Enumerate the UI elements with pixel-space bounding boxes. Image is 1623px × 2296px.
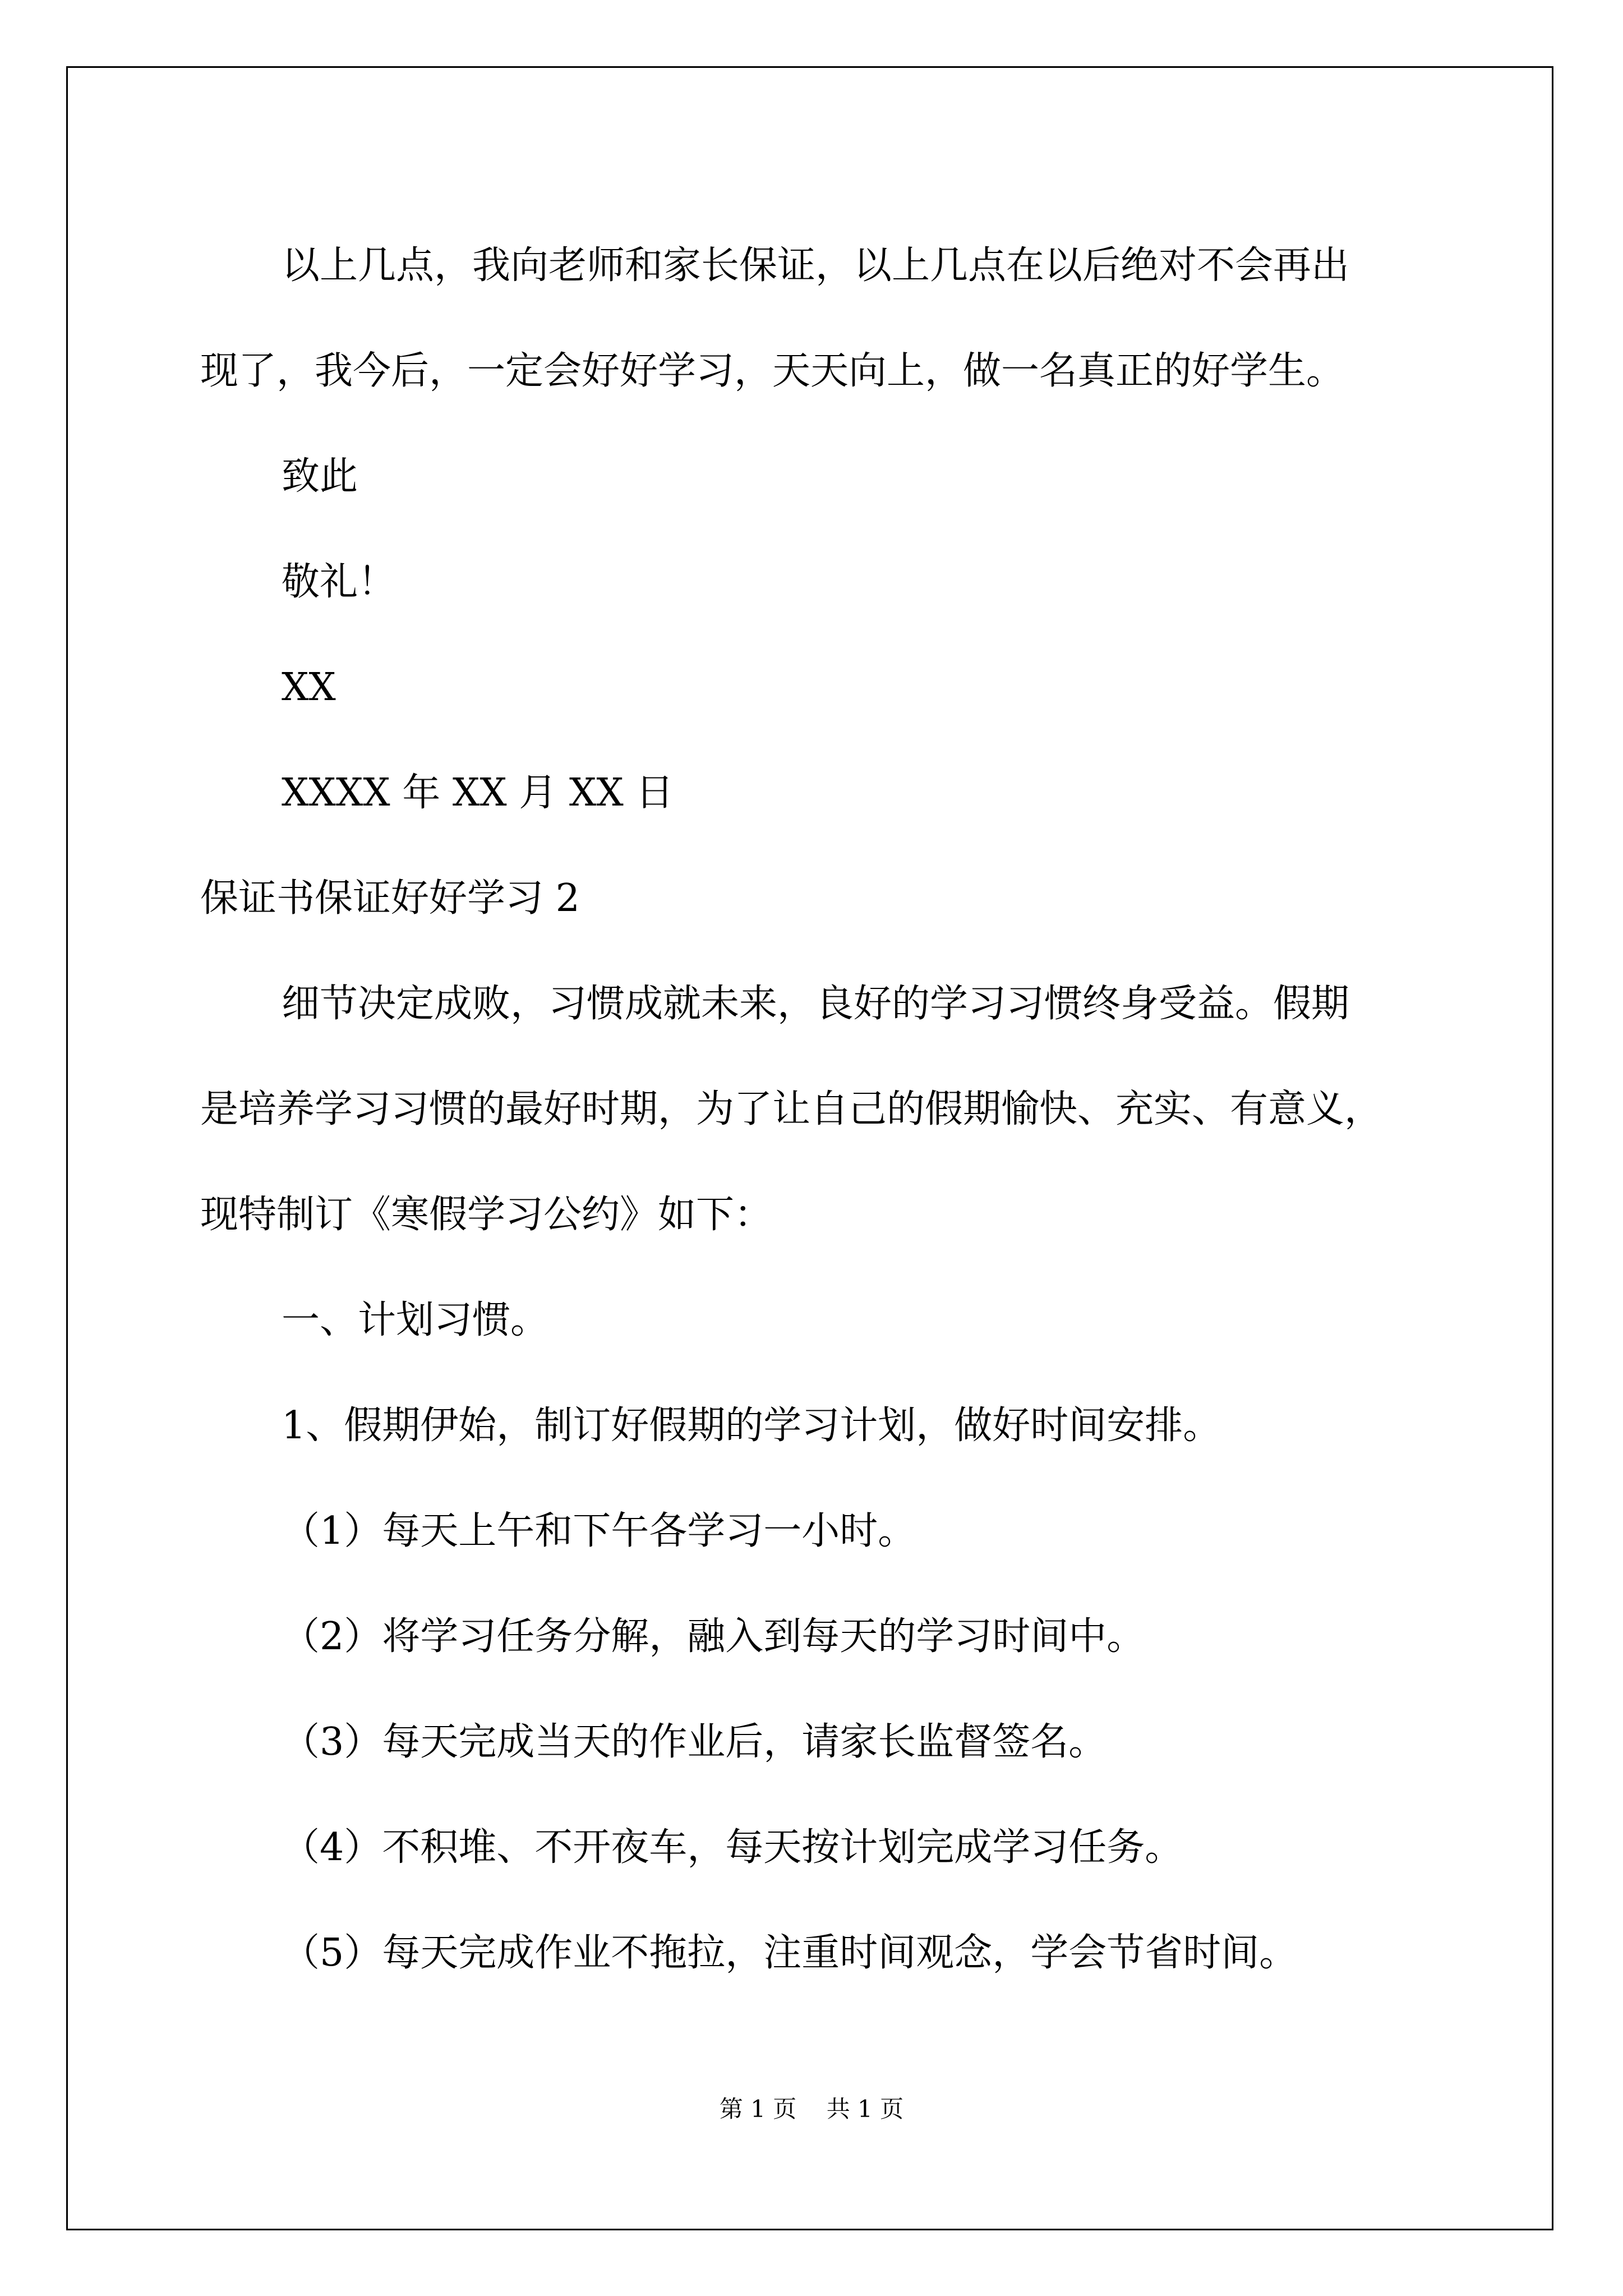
list-item: （1）每天上午和下午各学习一小时。 bbox=[282, 1509, 916, 1553]
paragraph: 以上几点，我向老师和家长保证，以上几点在以后绝对不会再出 bbox=[282, 243, 1350, 288]
paragraph: 细节决定成败，习惯成就未来，良好的学习习惯终身受益。假期 bbox=[282, 982, 1350, 1026]
subsection-heading: 一、计划习惯。 bbox=[282, 1298, 549, 1342]
list-item: 1、假期伊始，制订好假期的学习计划，做好时间安排。 bbox=[282, 1404, 1221, 1448]
salutation: 敬礼！ bbox=[282, 560, 396, 604]
page-footer: 第 1 页 共 1 页 bbox=[719, 2095, 904, 2123]
list-item: （3）每天完成当天的作业后，请家长监督签名。 bbox=[282, 1720, 1107, 1764]
paragraph: 现了，我今后，一定会好好学习，天天向上，做一名真正的好学生。 bbox=[200, 349, 1345, 393]
paragraph: 现特制订《寒假学习公约》如下： bbox=[200, 1193, 773, 1237]
list-item: （2）将学习任务分解，融入到每天的学习时间中。 bbox=[282, 1614, 1145, 1659]
signature-name: XX bbox=[282, 665, 336, 710]
signature-date: XXXX 年 XX 月 XX 日 bbox=[282, 771, 674, 815]
section-heading: 保证书保证好好学习 2 bbox=[200, 876, 580, 921]
closing-line: 致此 bbox=[282, 454, 358, 499]
document-body bbox=[200, 213, 1456, 2006]
list-item: （5）每天完成作业不拖拉，注重时间观念，学会节省时间。 bbox=[282, 1931, 1298, 1975]
list-item: （4）不积堆、不开夜车，每天按计划完成学习任务。 bbox=[282, 1825, 1183, 1870]
paragraph: 是培养学习习惯的最好时期，为了让自己的假期愉快、充实、有意义， bbox=[200, 1087, 1383, 1131]
